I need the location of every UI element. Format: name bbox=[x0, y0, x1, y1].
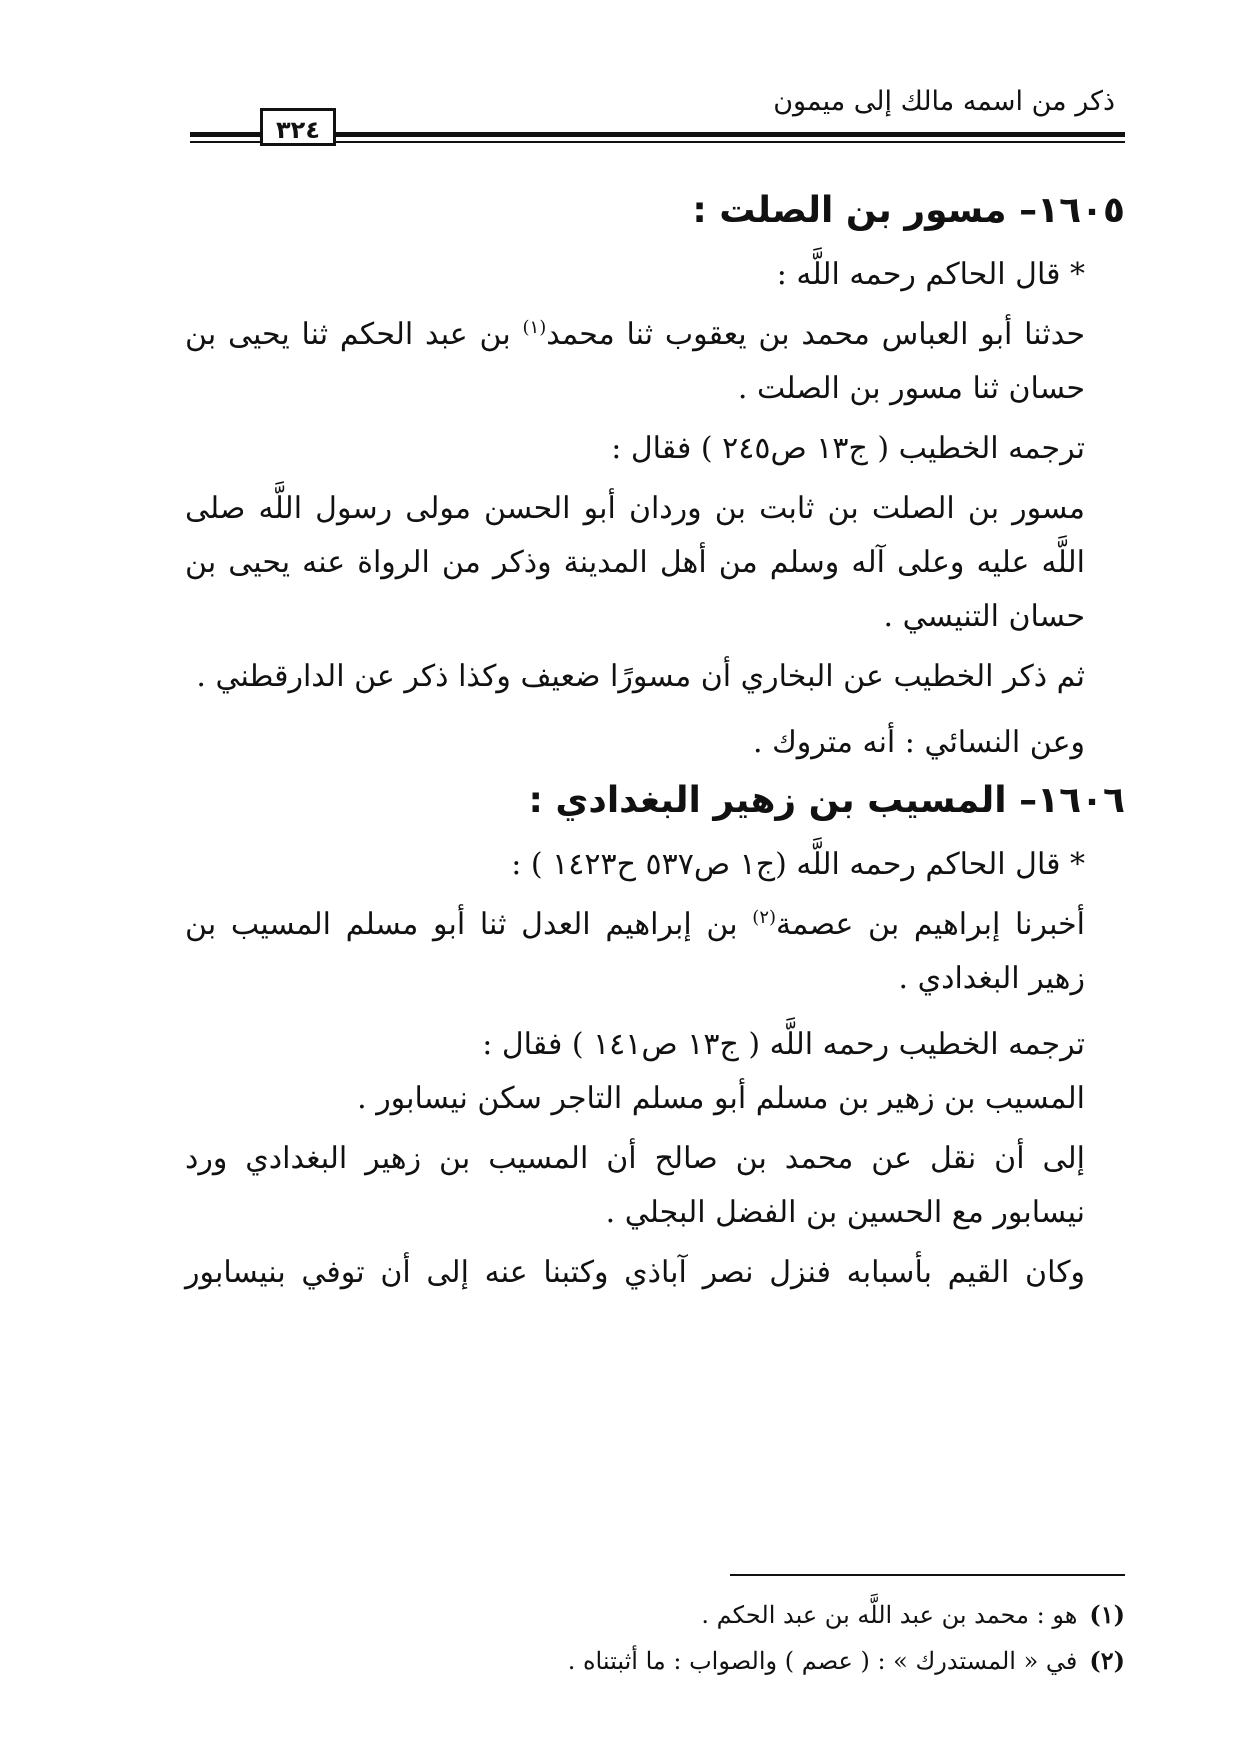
paragraph: ترجمه الخطيب ( ج١٣ ص٢٤٥ ) فقال : bbox=[611, 431, 1085, 466]
text-run: بن إبراهيم العدل ثنا أبو مسلم المسيب بن زهير البغدادي . bbox=[185, 907, 1085, 996]
text-run: أخبرنا إبراهيم بن عصمة bbox=[776, 907, 1085, 942]
paragraph: مسور بن الصلت بن ثابت بن وردان أبو الحسن مولى رسول اللَّه صلى اللَّه عليه وعلى آله وسلم من أهل المدينة وذكر من الرواة عنه يحيى بن حسان التنيسي . bbox=[185, 491, 1085, 634]
footnote bbox=[185, 1638, 1125, 1684]
footnotes bbox=[185, 1592, 1125, 1684]
paragraph: المسيب بن زهير بن مسلم أبو مسلم التاجر سكن نيسابور . bbox=[357, 1081, 1085, 1116]
footnote-marker: (٢) bbox=[752, 907, 777, 928]
paragraph: إلى أن نقل عن محمد بن صالح أن المسيب بن زهير البغدادي ورد نيسابور مع الحسين بن الفضل البجلي . bbox=[185, 1141, 1085, 1230]
paragraph: * قال الحاكم رحمه اللَّه : bbox=[776, 257, 1085, 292]
paragraph: ثم ذكر الخطيب عن البخاري أن مسورًا ضعيف وكذا ذكر عن الدارقطني . bbox=[196, 659, 1085, 694]
entry-heading: ١٦٠٦– المسيب بن زهير البغدادي : bbox=[528, 780, 1125, 821]
running-title: ذكر من اسمه مالك إلى ميمون bbox=[773, 86, 1115, 117]
running-header bbox=[190, 82, 1125, 152]
paragraph bbox=[185, 898, 1125, 1006]
paragraph: ترجمه الخطيب رحمه اللَّه ( ج١٣ ص١٤١ ) فقال : bbox=[482, 1027, 1085, 1062]
footnote-marker: (١) bbox=[522, 317, 547, 338]
paragraph: وكان القيم بأسبابه فنزل نصر آباذي وكتبنا عنه إلى أن توفي بنيسابور bbox=[185, 1255, 1085, 1290]
main-text bbox=[185, 180, 1125, 1300]
paragraph bbox=[185, 308, 1125, 416]
text-run: بن عبد الحكم ثنا يحيى بن حسان ثنا مسور بن الصلت . bbox=[185, 317, 1085, 406]
footnote-number: (١) bbox=[1089, 1600, 1125, 1629]
entry-heading: ١٦٠٥– مسور بن الصلت : bbox=[692, 190, 1125, 231]
paragraph: وعن النسائي : أنه متروك . bbox=[753, 725, 1085, 760]
text-run: حدثنا أبو العباس محمد بن يعقوب ثنا محمد bbox=[546, 317, 1085, 352]
footnote-text: هو : محمد بن عبد اللَّه بن عبد الحكم . bbox=[701, 1601, 1078, 1629]
footnote-text: في « المستدرك » : ( عصم ) والصواب : ما أثبتناه . bbox=[567, 1647, 1078, 1675]
paragraph: * قال الحاكم رحمه اللَّه (ج١ ص٥٣٧ ح١٤٢٣ ) : bbox=[511, 847, 1085, 882]
footnote bbox=[185, 1592, 1125, 1638]
footnote-number: (٢) bbox=[1089, 1646, 1125, 1675]
footnote-separator bbox=[730, 1574, 1125, 1576]
page-number-box: ٣٢٤ bbox=[260, 108, 336, 146]
